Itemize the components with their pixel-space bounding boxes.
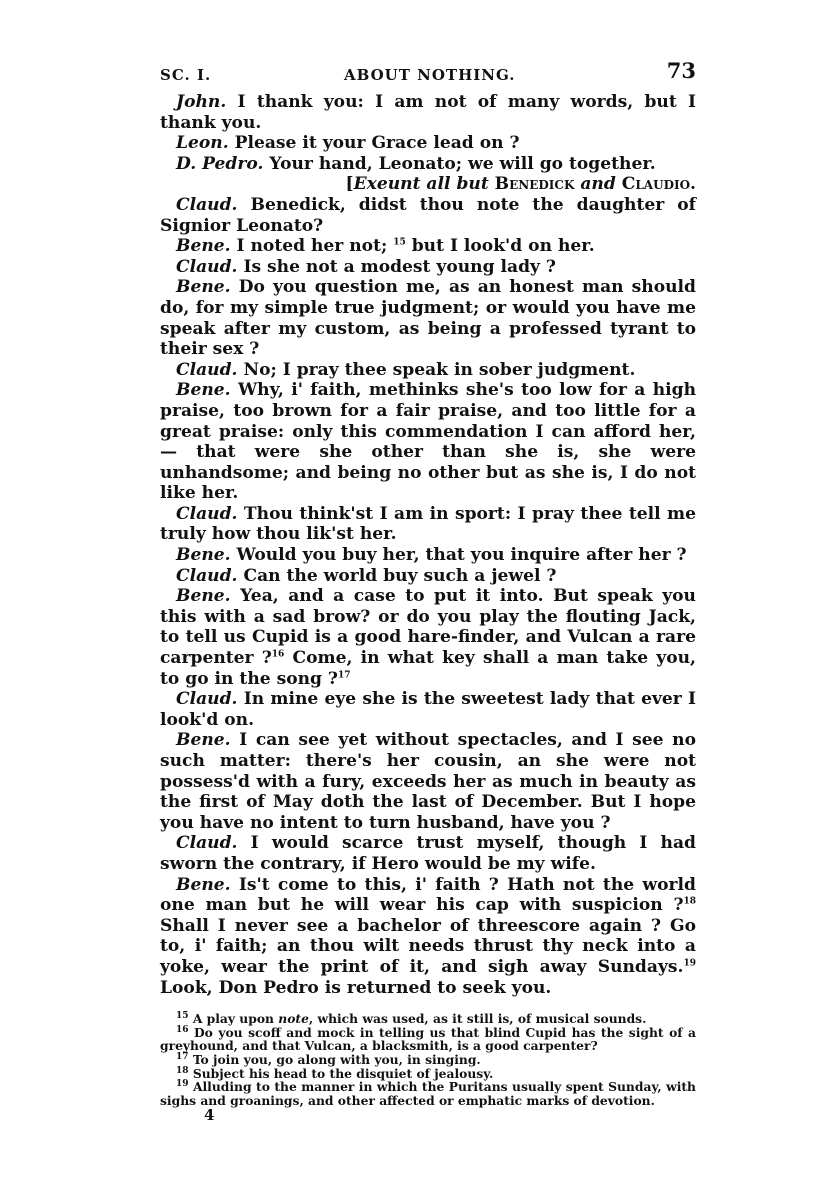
footnote-number: 16 bbox=[176, 1024, 189, 1035]
speaker-name: Bene. bbox=[176, 586, 231, 607]
speaker-name: Bene. bbox=[176, 874, 231, 895]
speech-line bbox=[160, 586, 696, 689]
footnote-ref: 15 bbox=[393, 237, 406, 248]
character-name: Claudio. bbox=[621, 174, 696, 195]
footnotes bbox=[160, 1012, 696, 1107]
footnote-text: Do you scoff and mock in telling us that blind Cupid has the sight of a greyhound, and that Vulcan, a blacksmith, is a good carpenter? bbox=[160, 1024, 696, 1054]
speech-line bbox=[160, 195, 696, 236]
stage-direction: [Exeunt all but Benedick and Claudio. bbox=[345, 174, 696, 195]
speech-text: Your hand, Leonato; we will go together. bbox=[263, 153, 656, 174]
page bbox=[160, 58, 696, 1123]
speech-line bbox=[160, 504, 696, 545]
speaker-name: Leon. bbox=[176, 133, 229, 154]
speech-line bbox=[160, 689, 696, 730]
footnote-text: Alluding to the manner in which the Puritans usually spent Sunday, with sighs and groanings, and other affected or emphatic marks of devotion. bbox=[160, 1079, 696, 1108]
speech-text: Come, in what key shall a man take you, to go in the song ? bbox=[160, 648, 696, 689]
footnote-text: A play upon bbox=[192, 1011, 279, 1027]
speaker-name: Claud. bbox=[176, 359, 238, 380]
dialogue-text bbox=[160, 92, 696, 998]
stage-text: Exeunt all but bbox=[353, 174, 495, 195]
running-title: ABOUT NOTHING. bbox=[344, 66, 516, 84]
speaker-name: John. bbox=[176, 92, 227, 112]
speech-line bbox=[160, 833, 696, 874]
speaker-name: Bene. bbox=[176, 236, 231, 257]
footnote bbox=[160, 1012, 696, 1026]
speech-line bbox=[160, 133, 696, 154]
footnote bbox=[160, 1026, 696, 1053]
speech-text: Benedick, didst thou note the daughter of Signior Leonato? bbox=[160, 194, 696, 236]
footnote-number: 15 bbox=[176, 1011, 189, 1022]
speech-text: but I look'd on her. bbox=[405, 236, 595, 257]
speech-text: Thou think'st I am in sport: I pray thee tell me truly how thou lik'st her. bbox=[160, 503, 696, 545]
speaker-name: Claud. bbox=[176, 833, 238, 854]
speech-text: Why, i' faith, methinks she's too low for a high praise, too brown for a fair praise, and too little for a great praise: only this commendation I can afford her, — that were she other than she is, she were unhandsome; and being no other but as she is, I do not like her. bbox=[160, 380, 696, 504]
footnote-text: Subject his head to the disquiet of jealousy. bbox=[192, 1065, 494, 1081]
speaker-name: Claud. bbox=[176, 565, 238, 586]
footnote-ref: 17 bbox=[337, 669, 351, 680]
speech-text: In mine eye she is the sweetest lady that ever I look'd on. bbox=[160, 689, 696, 730]
speech-text: Is she not a modest young lady ? bbox=[237, 256, 556, 277]
footnote-number: 19 bbox=[176, 1079, 189, 1089]
speaker-name: Bene. bbox=[176, 380, 231, 401]
speech-line bbox=[160, 566, 696, 587]
speech-text: Is't come to this, i' faith ? Hath not the world one man but he will wear his cap with suspicion ? bbox=[160, 874, 696, 916]
speech-line bbox=[160, 154, 696, 175]
footnote-italic: note bbox=[278, 1011, 309, 1027]
speaker-name: Claud. bbox=[176, 689, 238, 710]
speech-text: No; I pray thee speak in sober judgment. bbox=[237, 359, 636, 380]
stage-text: and bbox=[574, 174, 622, 195]
footnote-text: , which was used, as it still is, of musical sounds. bbox=[308, 1011, 647, 1027]
footnote-ref: 16 bbox=[271, 649, 285, 660]
scene-label: SC. I. bbox=[160, 66, 212, 84]
speech-line bbox=[160, 360, 696, 381]
footnote-text: To join you, go along with you, in singing. bbox=[192, 1051, 481, 1067]
footnote bbox=[160, 1080, 696, 1107]
speech-text: Yea, and a case to put it into. But speak you this with a sad brow? or do you play the flouting Jack, to tell us Cupid is a good hare-finder, and Vulcan a rare carpenter ? bbox=[160, 586, 696, 669]
speech-line bbox=[160, 545, 696, 566]
speech-line bbox=[160, 92, 696, 133]
speech-text: I thank you: I am not of many words, but I thank you. bbox=[160, 92, 696, 133]
signature-mark: 4 bbox=[204, 1106, 215, 1125]
footnote-ref: 18 bbox=[683, 896, 696, 907]
speech-text: I would scarce trust myself, though I had sworn the contrary, if Hero would be my wife. bbox=[160, 833, 696, 874]
speech-line bbox=[160, 730, 696, 833]
speech-line bbox=[160, 236, 696, 257]
speech-line bbox=[160, 277, 696, 359]
speech-text: Do you question me, as an honest man should do, for my simple true judgment; or would you have me speak after my custom, as being a professed tyrant to their sex ? bbox=[160, 277, 696, 360]
footnote-number: 18 bbox=[176, 1065, 189, 1076]
footnote bbox=[160, 1053, 696, 1067]
speaker-name: Claud. bbox=[176, 194, 238, 215]
speech-line bbox=[160, 380, 696, 504]
speaker-name: Claud. bbox=[176, 256, 238, 277]
footnote-ref: 19 bbox=[683, 958, 696, 969]
page-number: 73 bbox=[666, 58, 696, 83]
speaker-name: Claud. bbox=[176, 503, 238, 524]
running-header bbox=[160, 58, 696, 92]
speech-text: Shall I never see a bachelor of threescore again ? Go to, i' faith; an thou wilt needs thrust thy neck into a yoke, wear the print of it, and sigh away Sundays. bbox=[160, 915, 696, 977]
speech-text: I noted her not; bbox=[230, 236, 394, 257]
speaker-name: Bene. bbox=[176, 730, 231, 751]
speech-line bbox=[160, 875, 696, 999]
speaker-name: Bene. bbox=[176, 545, 231, 566]
speech-text: Please it your Grace lead on ? bbox=[228, 133, 520, 154]
speech-text: Can the world buy such a jewel ? bbox=[237, 565, 557, 586]
speech-text: Look, Don Pedro is returned to seek you. bbox=[160, 977, 552, 998]
speech-text: Would you buy her, that you inquire after her ? bbox=[230, 545, 687, 566]
speaker-name: Bene. bbox=[176, 277, 231, 298]
speech-text: I can see yet without spectacles, and I see no such matter: there's her cousin, an she were not possess'd with a fury, exceeds her as much in beauty as the first of May doth the last of December. But I hope you have no intent to turn husband, have you ? bbox=[160, 730, 696, 833]
speech-line bbox=[160, 257, 696, 278]
footnote-number: 17 bbox=[176, 1051, 189, 1062]
character-name: Benedick bbox=[494, 174, 575, 195]
speaker-name: D. Pedro. bbox=[176, 153, 264, 174]
